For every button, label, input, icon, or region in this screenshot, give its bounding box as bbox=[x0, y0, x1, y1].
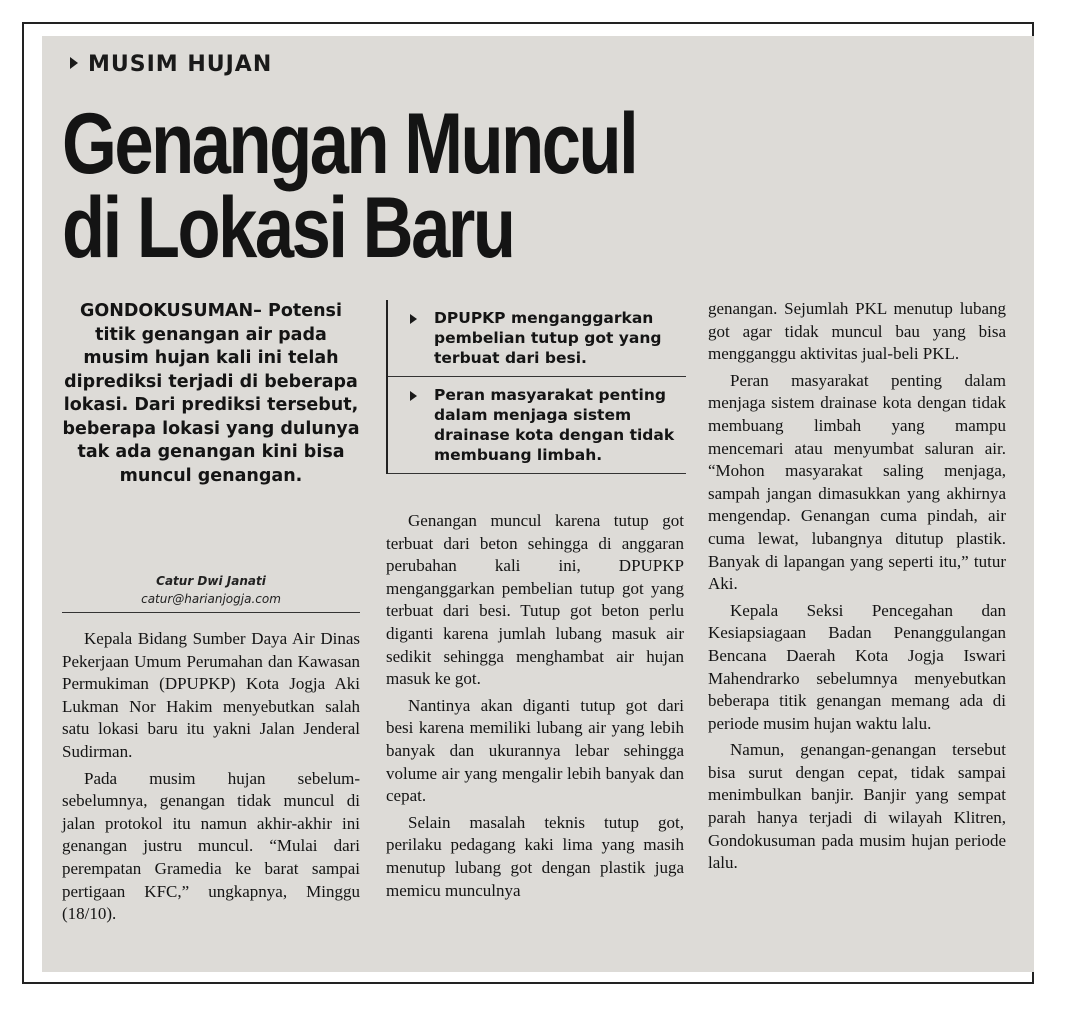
paragraph: Kepala Seksi Pencegahan dan Kesiapsiagaan Badan Penanggulangan Bencana Daerah Kota Jogja Iswari Mahendrarko sebelumnya menyebutkan beberapa titik genangan memang ada di periode musim hujan waktu lalu. bbox=[708, 600, 1006, 733]
divider bbox=[62, 612, 360, 613]
article-column-3 bbox=[708, 298, 1006, 879]
highlight-item bbox=[388, 377, 686, 474]
author-email: catur@harianjogja.com bbox=[141, 592, 281, 606]
highlight-text: DPUPKP menganggarkan pembelian tutup got yang terbuat dari besi. bbox=[434, 309, 662, 367]
paragraph: Namun, genangan-genangan tersebut bisa surut dengan cepat, tidak sampai menimbulkan banjir. Banjir yang sempat parah hanya terjadi di wilayah Klitren, Gondokusuman pada musim hujan periode lalu. bbox=[708, 740, 1006, 873]
paragraph: Nantinya akan diganti tutup got dari besi karena memiliki lubang air yang lebih banyak dan ukurannya lebar sehingga volume air yang mengalir lebih banyak dan cepat. bbox=[386, 695, 684, 806]
triangle-bullet-icon bbox=[410, 314, 417, 324]
paragraph: Peran masyarakat penting dalam menjaga sistem drainase kota dengan tidak membuang limbah yang mampu mencemari atau menyumbat saluran air. “Mohon masyarakat saling menjaga, sampah jangan dimasukkan yang akhirnya mengendap. Genangan cuma pindah, air cuma lewat, lubangnya ditutup plastik. Banyak di lapangan yang seperti itu,” tutur Aki. bbox=[708, 370, 1006, 594]
headline bbox=[62, 96, 637, 276]
headline-line-1: Genangan Muncul bbox=[62, 96, 637, 192]
section-label-text: MUSIM HUJAN bbox=[88, 52, 273, 77]
byline bbox=[62, 572, 360, 608]
triangle-bullet-icon bbox=[70, 57, 78, 69]
paragraph: Kepala Bidang Sumber Daya Air Dinas Pekerjaan Umum Perumahan dan Kawasan Permukiman (DPUPKP) Kota Jogja Aki Lukman Nor Hakim menyebutkan salah satu lokasi baru itu yakni Jalan Jenderal Sudirman. bbox=[62, 629, 360, 761]
paragraph: Genangan muncul karena tutup got terbuat dari beton sehingga di anggaran perubahan kali ini, DPUPKP menganggarkan pembelian tutup got yang terbuat dari besi. Tutup got beton perlu diganti karena jumlah lubang masuk air sedikit sehingga menghambat air hujan masuk ke got. bbox=[386, 511, 684, 689]
highlight-item bbox=[388, 300, 686, 376]
triangle-bullet-icon bbox=[410, 391, 417, 401]
highlight-text: Peran masyarakat penting dalam menjaga sistem drainase kota dengan tidak membuang limbah. bbox=[434, 386, 675, 464]
headline-line-2: di Lokasi Baru bbox=[62, 180, 514, 276]
section-label bbox=[70, 52, 272, 77]
author-name: Catur Dwi Janati bbox=[156, 574, 266, 588]
lead-paragraph: GONDOKUSUMAN– Potensi titik genangan air pada musim hujan kali ini telah diprediksi terjadi di beberapa lokasi. Dari prediksi tersebut, beberapa lokasi yang dulunya tak ada genangan kini bisa muncul genangan. bbox=[62, 301, 360, 486]
highlights-box bbox=[386, 300, 686, 474]
paragraph: Pada musim hujan sebelum-sebelumnya, genangan tidak muncul di jalan protokol itu namun akhir-akhir ini genangan justru muncul. “Mulai dari perempatan Gramedia ke barat sampai pertigaan KFC,” ungkapnya, Minggu (18/10). bbox=[62, 768, 360, 924]
article-column-2 bbox=[386, 510, 684, 906]
article-column-1 bbox=[62, 628, 360, 930]
paragraph: Selain masalah teknis tutup got, perilaku pedagang kaki lima yang masih menutup lubang got dengan plastik juga memicu munculnya bbox=[386, 812, 684, 900]
paragraph: genangan. Sejumlah PKL menutup lubang got agar tidak muncul bau yang bisa mengganggu aktivitas jual-beli PKL. bbox=[708, 299, 1006, 364]
